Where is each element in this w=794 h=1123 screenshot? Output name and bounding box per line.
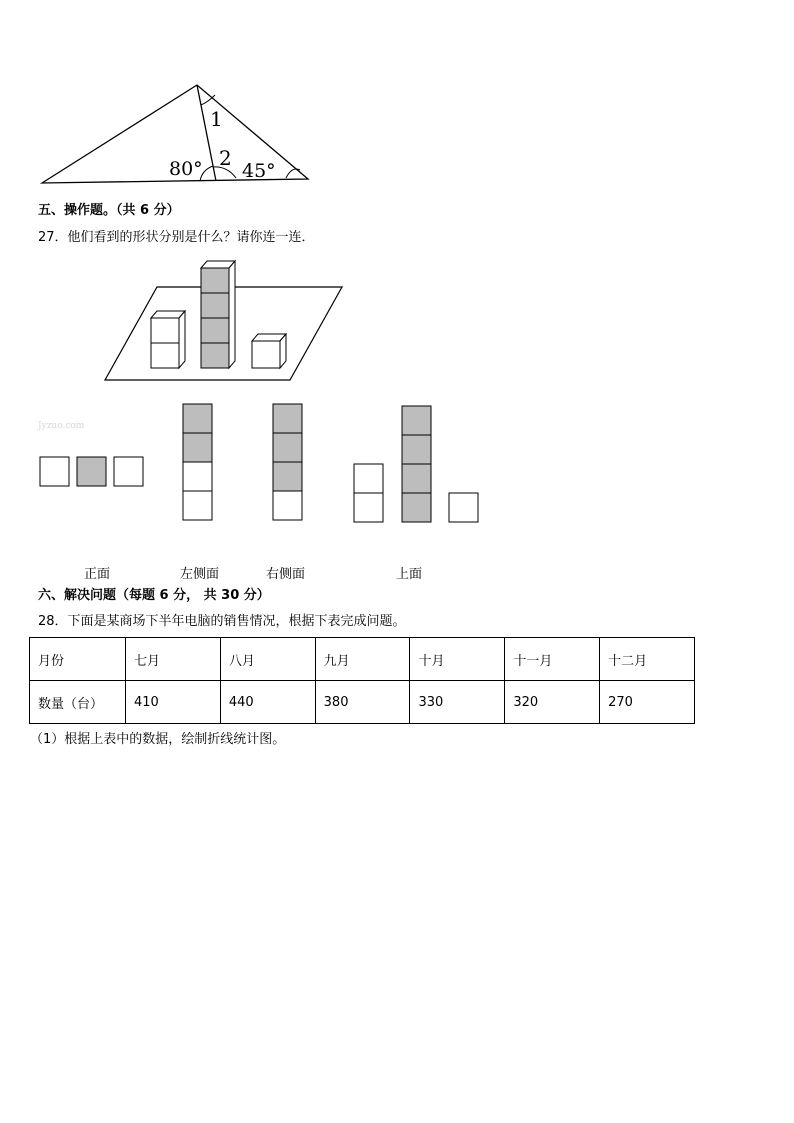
table-header-cell: 九月	[315, 638, 410, 681]
table-header-cell: 十二月	[600, 638, 695, 681]
angle-80-label: 80°	[169, 158, 203, 180]
angle-45-label: 45°	[242, 160, 276, 182]
angle-1-label: 1	[210, 107, 223, 131]
table-row	[30, 681, 695, 724]
question-28: 28．下面是某商场下半年电脑的销售情况，根据下表完成问题。	[38, 614, 406, 629]
label-top: 上面	[396, 567, 423, 582]
triangle-figure	[30, 78, 320, 190]
table-header-cell: 十一月	[505, 638, 600, 681]
table-cell: 410	[126, 681, 221, 724]
watermark: Jyzuo.com	[38, 421, 85, 431]
table-header-row	[30, 638, 695, 681]
table-cell: 320	[505, 681, 600, 724]
view-options	[0, 395, 500, 530]
angle-2-label: 2	[219, 146, 232, 170]
section5-heading: 五、操作题。（共 6 分）	[38, 203, 180, 218]
label-front: 正面	[84, 567, 111, 582]
label-left-side: 左侧面	[180, 567, 220, 582]
table-header-cell: 七月	[126, 638, 221, 681]
label-right-side: 右侧面	[266, 567, 306, 582]
table-cell: 270	[600, 681, 695, 724]
question-27: 27．他们看到的形状分别是什么？请你连一连．	[38, 230, 315, 245]
table-header-cell: 月份	[30, 638, 126, 681]
question-28-1: （1）根据上表中的数据，绘制折线统计图。	[30, 732, 286, 747]
table-cell: 380	[315, 681, 410, 724]
table-cell: 330	[410, 681, 505, 724]
table-header-cell: 十月	[410, 638, 505, 681]
sales-table	[29, 637, 695, 724]
section6-heading: 六、解决问题（每题 6 分， 共 30 分）	[38, 588, 270, 603]
table-header-cell: 八月	[220, 638, 315, 681]
cube-scene	[100, 255, 350, 385]
table-row-label: 数量（台）	[30, 681, 126, 724]
table-cell: 440	[220, 681, 315, 724]
